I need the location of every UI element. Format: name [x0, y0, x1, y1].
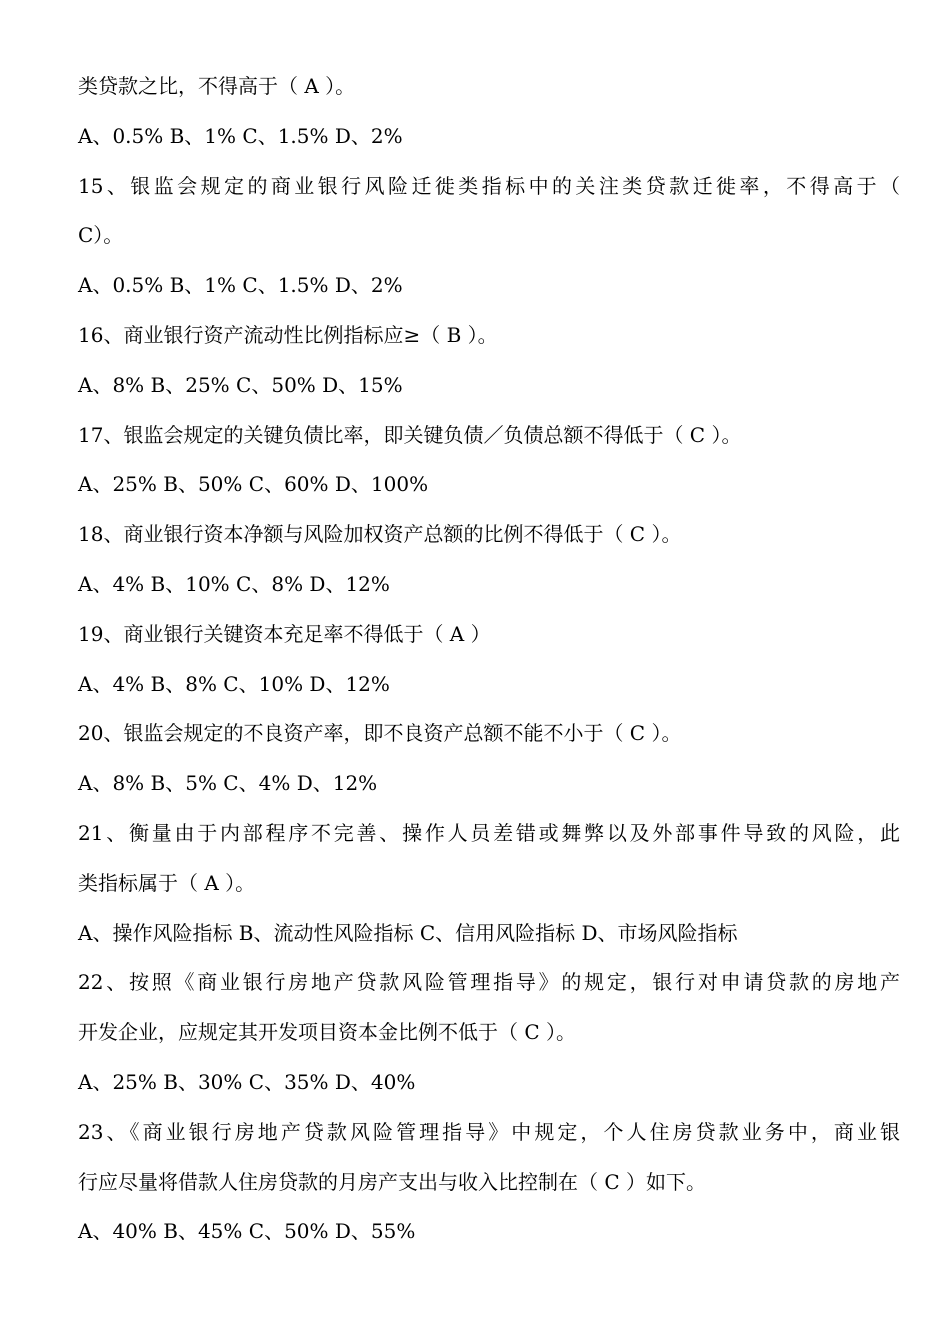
answer-options-line: A、25% B、50% C、60% D、100%: [78, 472, 429, 497]
answer-options-line: A、4% B、10% C、8% D、12%: [78, 571, 390, 596]
question-text-line: 21、衡量由于内部程序不完善、操作人员差错或舞弊以及外部事件导致的风险，此: [78, 820, 900, 845]
question-text-line: 开发企业，应规定其开发项目资本金比例不低于（ C ）。: [78, 1020, 577, 1045]
question-text-line: 16、商业银行资产流动性比例指标应≥（ B ）。: [78, 322, 498, 347]
answer-options-line: A、40% B、45% C、50% D、55%: [78, 1219, 416, 1244]
question-text-line: 20、银监会规定的不良资产率，即不良资产总额不能不小于（ C ）。: [78, 721, 682, 746]
question-text-line: 23、《商业银行房地产贷款风险管理指导》中规定，个人住房贷款业务中，商业银: [78, 1119, 900, 1144]
answer-options-line: A、0.5% B、1% C、1.5% D、2%: [78, 273, 403, 298]
question-text-line: 类指标属于（ A ）。: [78, 870, 256, 895]
question-text-line: 22、按照《商业银行房地产贷款风险管理指导》的规定，银行对申请贷款的房地产: [78, 970, 900, 995]
document-page: [78, 62, 900, 1257]
question-text-line: 17、银监会规定的关键负债比率，即关键负债／负债总额不得低于（ C ）。: [78, 422, 742, 447]
answer-options-line: A、25% B、30% C、35% D、40%: [78, 1069, 416, 1094]
answer-options-line: A、4% B、8% C、10% D、12%: [78, 671, 390, 696]
question-text-line: 18、商业银行资本净额与风险加权资产总额的比例不得低于（ C ）。: [78, 522, 682, 547]
question-text-line: 15、银监会规定的商业银行风险迁徙类指标中的关注类贷款迁徙率，不得高于（: [78, 173, 900, 198]
question-text-line: 19、商业银行关键资本充足率不得低于（ A ）: [78, 621, 491, 646]
question-text-line: 行应尽量将借款人住房贷款的月房产支出与收入比控制在（ C ）如下。: [78, 1169, 707, 1194]
answer-options-line: A、操作风险指标 B、流动性风险指标 C、信用风险指标 D、市场风险指标: [78, 920, 738, 945]
answer-options-line: A、0.5% B、1% C、1.5% D、2%: [78, 123, 403, 148]
question-text-line: C）。: [78, 223, 124, 248]
question-text-line: 类贷款之比，不得高于（ A ）。: [78, 74, 356, 98]
answer-options-line: A、8% B、5% C、4% D、12%: [78, 771, 378, 796]
answer-options-line: A、8% B、25% C、50% D、15%: [78, 372, 403, 397]
